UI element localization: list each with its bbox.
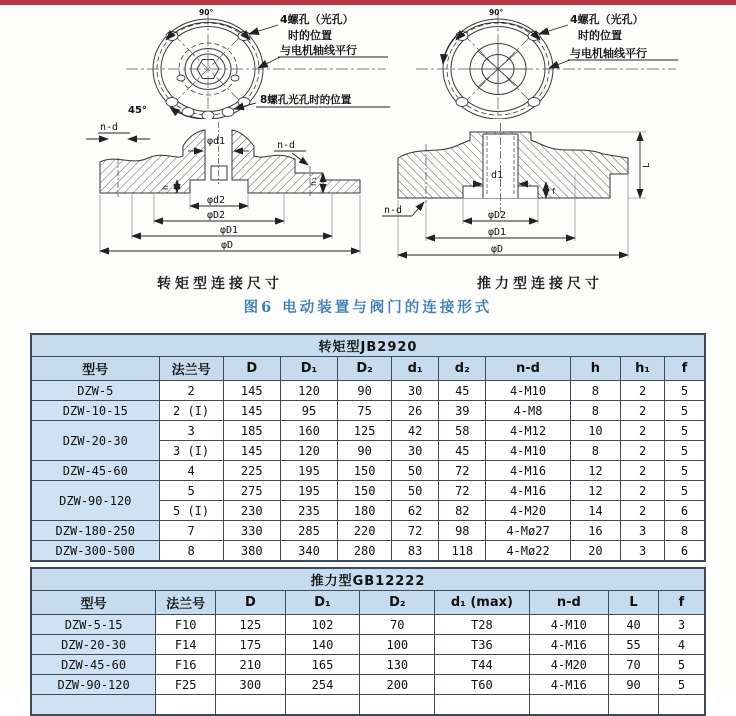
data-cell: 10 (570, 421, 621, 441)
angle-45-label: 45° (128, 105, 147, 116)
data-cell: 5 (658, 655, 705, 675)
data-cell: 55 (609, 635, 659, 655)
data-cell: 30 (392, 441, 439, 461)
data-cell: 4-Mø22 (486, 541, 570, 562)
table-row (31, 675, 705, 695)
data-cell: 8 (570, 441, 621, 461)
torque-section-drawing (80, 118, 380, 268)
dim-h1-label: h₁ (309, 176, 318, 186)
column-header: L (609, 591, 659, 615)
data-cell: 3 (I) (159, 441, 223, 461)
data-cell: 30 (392, 381, 439, 401)
data-cell: 120 (280, 381, 337, 401)
data-cell: 125 (338, 421, 392, 441)
data-cell: 195 (280, 461, 337, 481)
torque-flange-face-drawing (88, 6, 403, 119)
data-cell: 2 (621, 441, 665, 461)
data-cell: 5 (664, 461, 705, 481)
data-cell: 5 (664, 441, 705, 461)
dim-d1-label: d1 (491, 170, 504, 181)
data-cell: 130 (360, 655, 435, 675)
data-cell: 6 (664, 501, 705, 521)
data-cell: 4-M10 (529, 615, 609, 635)
data-cell: 145 (223, 401, 280, 421)
model-cell: DZW-45-60 (31, 655, 156, 675)
dim-D-label: φD (491, 244, 504, 255)
data-cell: 220 (338, 521, 392, 541)
note-4holes-line1: 4螺孔（光孔） (570, 13, 644, 26)
data-cell: 14 (570, 501, 621, 521)
data-cell: 75 (338, 401, 392, 421)
data-cell: 4-M10 (486, 381, 570, 401)
model-cell: DZW-10-15 (31, 401, 159, 421)
dim-D2-label: φD2 (488, 210, 507, 221)
data-cell: 83 (392, 541, 439, 562)
data-cell: 210 (216, 655, 285, 675)
data-cell: 200 (360, 675, 435, 695)
column-header: D₂ (338, 357, 392, 381)
thrust-section-caption: 推力型连接尺寸 (477, 276, 603, 292)
dim-nd-right-label: n-d (277, 140, 296, 151)
data-cell: 4 (658, 635, 705, 655)
data-cell: 2 (159, 381, 223, 401)
data-cell: 145 (223, 441, 280, 461)
model-cell: DZW-180-250 (31, 521, 159, 541)
column-header: 法兰号 (156, 591, 216, 615)
model-cell: DZW-45-60 (31, 461, 159, 481)
data-cell: 12 (570, 481, 621, 501)
data-cell: 175 (216, 635, 285, 655)
torque-section-caption: 转矩型连接尺寸 (157, 276, 283, 292)
data-cell: 102 (285, 615, 360, 635)
model-cell: DZW-300-500 (31, 541, 159, 562)
data-cell: 3 (621, 521, 665, 541)
data-cell: T60 (435, 675, 529, 695)
top-red-bar (0, 0, 736, 5)
model-cell: DZW-5-15 (31, 615, 156, 635)
data-cell: 225 (223, 461, 280, 481)
data-cell: F25 (156, 675, 216, 695)
data-cell: 39 (439, 401, 486, 421)
dim-d2-label: φd2 (207, 195, 226, 206)
model-cell: DZW-20-30 (31, 635, 156, 655)
table-row (31, 401, 705, 421)
data-cell: 150 (338, 461, 392, 481)
column-header: n-d (486, 357, 570, 381)
data-cell: 4-M16 (529, 635, 609, 655)
data-cell: 72 (439, 481, 486, 501)
data-cell: 98 (439, 521, 486, 541)
data-cell: 70 (360, 615, 435, 635)
data-cell: 2 (621, 501, 665, 521)
note-8holes: 8螺孔光孔时的位置 (260, 94, 352, 106)
column-header: f (664, 357, 705, 381)
table-row (31, 381, 705, 401)
data-cell: 5 (658, 675, 705, 695)
table-row (31, 521, 705, 541)
dim-D1-label: φD1 (220, 225, 239, 236)
data-cell: F16 (156, 655, 216, 675)
note-4holes-line1: 4螺孔（光孔） (280, 13, 354, 26)
column-header: 型号 (31, 591, 156, 615)
data-cell: 8 (664, 521, 705, 541)
data-cell: 45 (439, 381, 486, 401)
figure-caption: 图6 电动装置与阀门的连接形式 (243, 299, 493, 316)
thrust-section-drawing (378, 118, 668, 268)
data-cell: F10 (156, 615, 216, 635)
data-cell: 5 (664, 421, 705, 441)
data-cell: 40 (609, 615, 659, 635)
data-cell: 5 (664, 481, 705, 501)
column-header: f (658, 591, 705, 615)
table-row (31, 655, 705, 675)
data-cell: 235 (280, 501, 337, 521)
table-row (31, 461, 705, 481)
data-cell: 95 (280, 401, 337, 421)
data-cell: 125 (216, 615, 285, 635)
table-row (31, 695, 705, 716)
column-header: d₂ (439, 357, 486, 381)
note-4holes-line2: 时的位置 (578, 29, 622, 42)
note-parallel-axis: 与电机轴线平行 (570, 47, 647, 60)
table-row (31, 615, 705, 635)
data-cell: T44 (435, 655, 529, 675)
data-cell (435, 695, 529, 716)
dim-D-label: φD (221, 240, 234, 251)
data-cell: 254 (285, 675, 360, 695)
column-header: D₁ (285, 591, 360, 615)
dim-f-label: f (551, 187, 556, 196)
data-cell: T36 (435, 635, 529, 655)
data-cell: 58 (439, 421, 486, 441)
dim-D2-label: φD2 (207, 210, 226, 221)
data-cell: 280 (338, 541, 392, 562)
model-cell: DZW-90-120 (31, 675, 156, 695)
data-cell: 82 (439, 501, 486, 521)
data-cell: 26 (392, 401, 439, 421)
dim-D1-label: φD1 (488, 227, 507, 238)
data-cell: 230 (223, 501, 280, 521)
data-cell: 4-M12 (486, 421, 570, 441)
data-cell: 4-M8 (486, 401, 570, 421)
model-cell: DZW-90-120 (31, 481, 159, 521)
data-cell (156, 695, 216, 716)
data-cell: 90 (338, 441, 392, 461)
data-cell (216, 695, 285, 716)
data-cell: 72 (439, 461, 486, 481)
table-row (31, 421, 705, 441)
data-cell: 8 (570, 401, 621, 421)
data-cell: 145 (223, 381, 280, 401)
data-cell: 4 (159, 461, 223, 481)
column-header: h₁ (621, 357, 665, 381)
angle-90-label: 90° (199, 8, 214, 17)
table-row (31, 541, 705, 562)
column-header: n-d (529, 591, 609, 615)
data-cell: 185 (223, 421, 280, 441)
data-cell: 72 (392, 521, 439, 541)
data-cell: 3 (621, 541, 665, 562)
column-header: h (570, 357, 621, 381)
thrust-dimension-table (30, 567, 706, 716)
data-cell: 5 (I) (159, 501, 223, 521)
data-cell: 2 (I) (159, 401, 223, 421)
data-cell: 330 (223, 521, 280, 541)
data-cell: 150 (338, 481, 392, 501)
data-cell: 50 (392, 461, 439, 481)
data-cell: 2 (621, 481, 665, 501)
data-cell (658, 695, 705, 716)
data-cell: 70 (609, 655, 659, 675)
data-cell: 2 (621, 381, 665, 401)
data-cell: 4-M16 (486, 481, 570, 501)
column-header: D (223, 357, 280, 381)
data-cell: 7 (159, 521, 223, 541)
model-cell: DZW-20-30 (31, 421, 159, 461)
note-4holes-line2: 时的位置 (288, 29, 332, 42)
data-cell: 5 (159, 481, 223, 501)
data-cell: 100 (360, 635, 435, 655)
column-header: D₂ (360, 591, 435, 615)
column-header: D₁ (280, 357, 337, 381)
torque-dimension-table (30, 333, 706, 562)
data-cell: 16 (570, 521, 621, 541)
data-cell: 20 (570, 541, 621, 562)
data-cell: 4-M10 (486, 441, 570, 461)
data-cell: 3 (159, 421, 223, 441)
data-cell: 340 (280, 541, 337, 562)
data-cell: 4-Mø27 (486, 521, 570, 541)
data-cell: 165 (285, 655, 360, 675)
dim-nd-label: n-d (384, 205, 403, 216)
model-cell (31, 695, 156, 716)
data-cell: 118 (439, 541, 486, 562)
dim-nd-left-label: n-d (100, 122, 119, 133)
data-cell: F14 (156, 635, 216, 655)
dim-h-label: h (161, 185, 170, 190)
data-cell: 6 (664, 541, 705, 562)
column-header: D (216, 591, 285, 615)
data-cell: 12 (570, 461, 621, 481)
column-header: 型号 (31, 357, 159, 381)
data-cell (285, 695, 360, 716)
data-cell: 8 (159, 541, 223, 562)
data-cell: 300 (216, 675, 285, 695)
data-cell: 180 (338, 501, 392, 521)
data-cell: 275 (223, 481, 280, 501)
data-cell: 4-M16 (529, 675, 609, 695)
data-cell (360, 695, 435, 716)
data-cell: 380 (223, 541, 280, 562)
column-header: d₁ (max) (435, 591, 529, 615)
data-cell: 90 (338, 381, 392, 401)
data-cell: 120 (280, 441, 337, 461)
dim-d1-label: φd1 (207, 136, 226, 147)
data-cell: 50 (392, 481, 439, 501)
dim-L-label: L (642, 162, 652, 168)
data-cell: 2 (621, 401, 665, 421)
data-cell: 90 (609, 675, 659, 695)
data-cell: 4-M16 (486, 461, 570, 481)
note-parallel-axis: 与电机轴线平行 (280, 44, 357, 57)
data-cell: 4-M20 (486, 501, 570, 521)
thrust-flange-face-drawing (398, 6, 698, 119)
data-cell: 195 (280, 481, 337, 501)
data-cell: 2 (621, 421, 665, 441)
model-cell: DZW-5 (31, 381, 159, 401)
data-cell: 42 (392, 421, 439, 441)
column-header: d₁ (392, 357, 439, 381)
table-row (31, 635, 705, 655)
data-cell: T28 (435, 615, 529, 635)
data-cell: 3 (658, 615, 705, 635)
table-row (31, 481, 705, 501)
data-cell: 45 (439, 441, 486, 461)
data-cell (529, 695, 609, 716)
data-cell: 62 (392, 501, 439, 521)
data-cell (609, 695, 659, 716)
data-cell: 2 (621, 461, 665, 481)
data-cell: 4-M20 (529, 655, 609, 675)
data-cell: 140 (285, 635, 360, 655)
data-cell: 160 (280, 421, 337, 441)
table-title: 推力型GB12222 (31, 568, 705, 591)
table-title: 转矩型JB2920 (31, 334, 705, 357)
data-cell: 285 (280, 521, 337, 541)
data-cell: 5 (664, 401, 705, 421)
data-cell: 5 (664, 381, 705, 401)
data-cell: 8 (570, 381, 621, 401)
column-header: 法兰号 (159, 357, 223, 381)
angle-90-label: 90° (489, 8, 504, 17)
